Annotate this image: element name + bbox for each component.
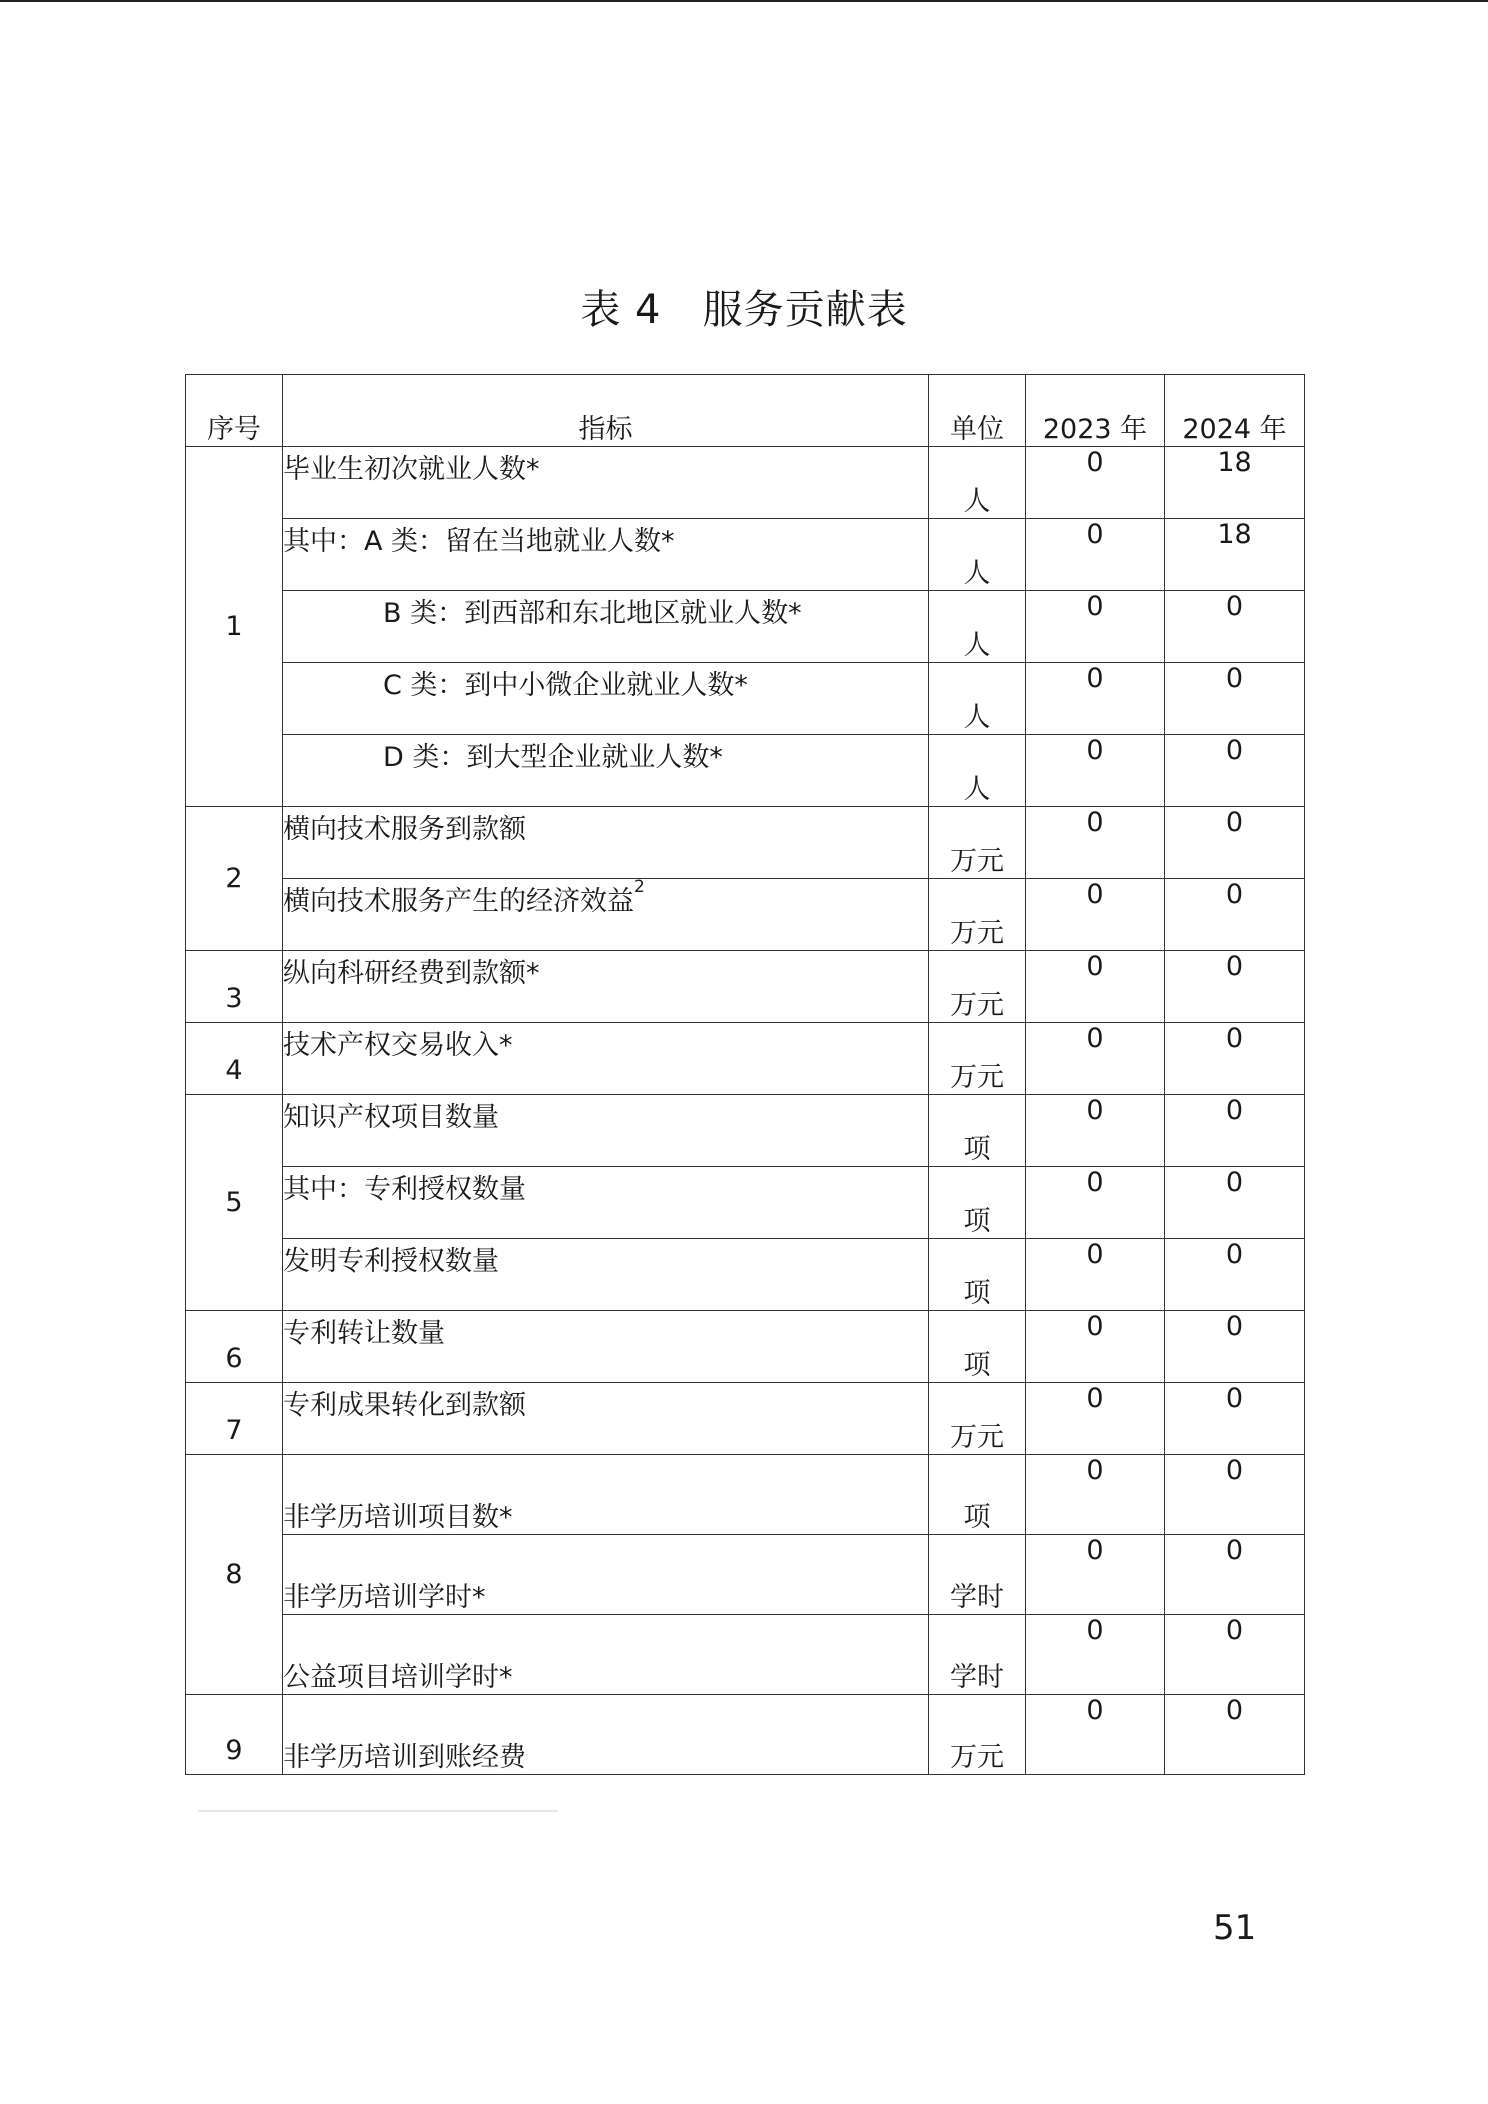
table-row	[186, 951, 1305, 1023]
row-value-2024: 0	[1165, 1535, 1305, 1615]
row-indicator: 公益项目培训学时*	[283, 1615, 929, 1695]
row-seq: 2	[186, 807, 283, 951]
table-row	[186, 1167, 1305, 1239]
header-seq: 序号	[186, 375, 283, 447]
row-value-2023: 0	[1026, 1239, 1165, 1311]
row-indicator: 知识产权项目数量	[283, 1095, 929, 1167]
row-indicator-text: 横向技术服务产生的经济效益	[283, 886, 634, 917]
table-row	[186, 1311, 1305, 1383]
row-indicator: 非学历培训学时*	[283, 1535, 929, 1615]
row-value-2024: 0	[1165, 951, 1305, 1023]
row-seq: 6	[186, 1311, 283, 1383]
row-value-2023: 0	[1026, 879, 1165, 951]
row-unit: 项	[929, 1311, 1026, 1383]
table-row	[186, 1615, 1305, 1695]
row-indicator: 其中：A 类：留在当地就业人数*	[283, 519, 929, 591]
row-unit: 人	[929, 447, 1026, 519]
table-row	[186, 1095, 1305, 1167]
header-indicator: 指标	[283, 375, 929, 447]
row-value-2023: 0	[1026, 447, 1165, 519]
table-row	[186, 519, 1305, 591]
row-value-2024: 0	[1165, 879, 1305, 951]
header-unit: 单位	[929, 375, 1026, 447]
row-value-2024: 0	[1165, 1239, 1305, 1311]
row-seq: 8	[186, 1455, 283, 1695]
page-title: 表 4 服务贡献表	[580, 287, 908, 333]
row-indicator: 专利转让数量	[283, 1311, 929, 1383]
table-row	[186, 807, 1305, 879]
row-value-2024: 0	[1165, 663, 1305, 735]
row-unit: 项	[929, 1455, 1026, 1535]
table-row	[186, 1383, 1305, 1455]
row-indicator: D 类：到大型企业就业人数*	[283, 735, 929, 807]
row-unit: 万元	[929, 1383, 1026, 1455]
row-value-2023: 0	[1026, 591, 1165, 663]
row-unit: 项	[929, 1239, 1026, 1311]
table-row	[186, 663, 1305, 735]
row-seq: 7	[186, 1383, 283, 1455]
row-seq: 5	[186, 1095, 283, 1311]
footnote-separator	[198, 1810, 558, 1812]
row-unit: 万元	[929, 951, 1026, 1023]
row-unit: 人	[929, 519, 1026, 591]
table-row	[186, 591, 1305, 663]
footnote-marker: 2	[634, 877, 645, 897]
row-unit: 人	[929, 591, 1026, 663]
row-value-2023: 0	[1026, 1023, 1165, 1095]
row-unit: 人	[929, 663, 1026, 735]
row-value-2023: 0	[1026, 807, 1165, 879]
row-value-2023: 0	[1026, 1095, 1165, 1167]
row-indicator: 其中：专利授权数量	[283, 1167, 929, 1239]
row-value-2024: 0	[1165, 1095, 1305, 1167]
row-value-2023: 0	[1026, 951, 1165, 1023]
table-row	[186, 879, 1305, 951]
table-row	[186, 1023, 1305, 1095]
header-year-2024: 2024 年	[1165, 375, 1305, 447]
row-value-2024: 0	[1165, 1615, 1305, 1695]
row-value-2024: 0	[1165, 1311, 1305, 1383]
row-value-2023: 0	[1026, 1311, 1165, 1383]
table-row	[186, 447, 1305, 519]
row-value-2024: 0	[1165, 1023, 1305, 1095]
row-value-2023: 0	[1026, 735, 1165, 807]
row-value-2023: 0	[1026, 1695, 1165, 1775]
row-indicator: 非学历培训项目数*	[283, 1455, 929, 1535]
row-indicator: 纵向科研经费到款额*	[283, 951, 929, 1023]
row-indicator: B 类：到西部和东北地区就业人数*	[283, 591, 929, 663]
row-indicator: 发明专利授权数量	[283, 1239, 929, 1311]
row-unit: 万元	[929, 807, 1026, 879]
row-value-2023: 0	[1026, 1167, 1165, 1239]
row-value-2024: 0	[1165, 735, 1305, 807]
row-indicator: 毕业生初次就业人数*	[283, 447, 929, 519]
row-indicator: C 类：到中小微企业就业人数*	[283, 663, 929, 735]
service-contribution-table	[185, 374, 1305, 1775]
row-unit: 项	[929, 1167, 1026, 1239]
row-unit: 万元	[929, 1023, 1026, 1095]
table-row	[186, 735, 1305, 807]
row-value-2023: 0	[1026, 519, 1165, 591]
row-value-2023: 0	[1026, 663, 1165, 735]
table-row	[186, 1695, 1305, 1775]
row-unit: 学时	[929, 1615, 1026, 1695]
row-seq: 9	[186, 1695, 283, 1775]
table-header-row	[186, 375, 1305, 447]
row-unit: 项	[929, 1095, 1026, 1167]
row-seq: 1	[186, 447, 283, 807]
row-value-2024: 18	[1165, 519, 1305, 591]
table-row	[186, 1455, 1305, 1535]
row-value-2023: 0	[1026, 1615, 1165, 1695]
row-indicator: 技术产权交易收入*	[283, 1023, 929, 1095]
table-row	[186, 1535, 1305, 1615]
row-indicator: 非学历培训到账经费	[283, 1695, 929, 1775]
row-value-2024: 0	[1165, 1695, 1305, 1775]
row-value-2023: 0	[1026, 1383, 1165, 1455]
row-value-2024: 0	[1165, 1455, 1305, 1535]
row-value-2024: 0	[1165, 591, 1305, 663]
row-unit: 万元	[929, 879, 1026, 951]
row-value-2024: 18	[1165, 447, 1305, 519]
table-row	[186, 1239, 1305, 1311]
row-indicator: 专利成果转化到款额	[283, 1383, 929, 1455]
row-indicator: 横向技术服务到款额	[283, 807, 929, 879]
row-indicator-with-note	[283, 879, 929, 951]
page-number: 51	[1213, 1908, 1257, 1948]
row-value-2024: 0	[1165, 807, 1305, 879]
row-unit: 学时	[929, 1535, 1026, 1615]
row-unit: 万元	[929, 1695, 1026, 1775]
header-year-2023: 2023 年	[1026, 375, 1165, 447]
row-value-2024: 0	[1165, 1167, 1305, 1239]
row-unit: 人	[929, 735, 1026, 807]
row-value-2023: 0	[1026, 1455, 1165, 1535]
row-seq: 3	[186, 951, 283, 1023]
top-border-rule	[0, 0, 1488, 2]
row-value-2023: 0	[1026, 1535, 1165, 1615]
row-seq: 4	[186, 1023, 283, 1095]
row-value-2024: 0	[1165, 1383, 1305, 1455]
